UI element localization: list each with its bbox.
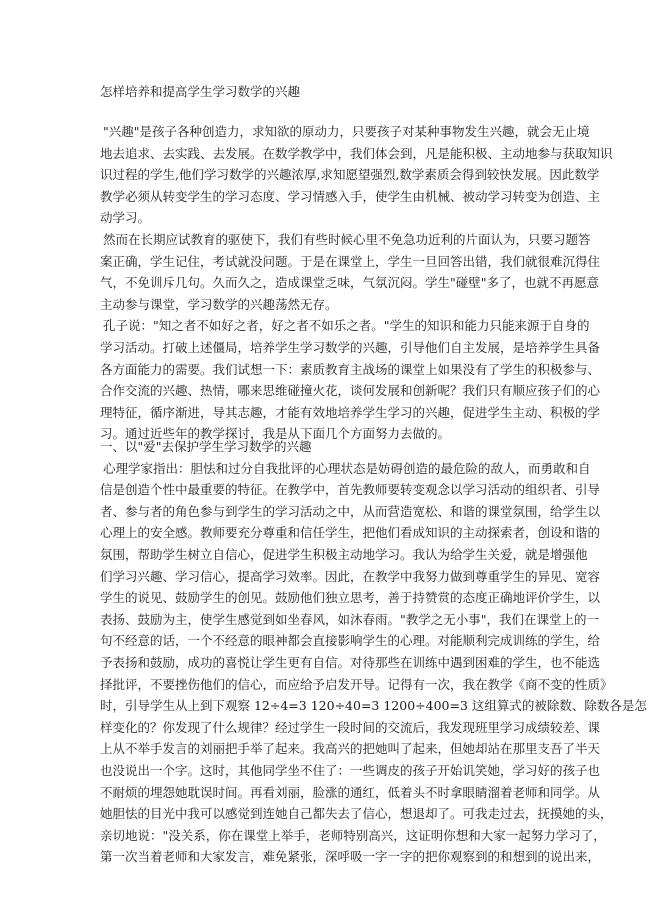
section-paragraph-line: 择批评，不要挫伤他们的信心，而应给予启发开导。记得有一次，我在教学《商不变的性质》 bbox=[100, 676, 613, 692]
section-paragraph-line: 第一次当着老师和大家发言，难免紧张，深呼吸一字一字的把你观察到的和想到的说出来， bbox=[100, 849, 601, 865]
section-one-text-block bbox=[100, 436, 647, 868]
document-title: 怎样培养和提高学生学习数学的兴趣 bbox=[100, 84, 301, 99]
intro-paragraph-line: 各方面能力的需要。我们试想一下：素质教育主战场的课堂上如果没有了学生的积极参与、 bbox=[100, 361, 601, 377]
intro-paragraph-line: 理特征，循序渐进，导其志趣，才能有效地培养学生学习的兴趣，促进学生主动、积极的学 bbox=[100, 404, 601, 420]
section-paragraph-line: 心理上的安全感。教师要充分尊重和信任学生，把他们看成知识的主动探索者，创设和谐的 bbox=[100, 525, 601, 541]
section-paragraph-line: 亲切地说："没关系，你在课堂上举手，老师特别高兴，这证明你想和大家一起努力学习了， bbox=[100, 827, 606, 843]
section-paragraph-line: 表扬、鼓励为主，使学生感觉到如坐春风，如沐春雨。"教学之无小事"，我们在课堂上的一 bbox=[100, 611, 600, 627]
intro-paragraph-line: 孔子说："知之者不如好之者，好之者不如乐之者。"学生的知识和能力只能来源于自身的 bbox=[103, 318, 590, 334]
intro-paragraph-line: 地去追求、去实践、去发展。在数学教学中，我们体会到，凡是能积极、主动地参与获取知识 bbox=[100, 145, 613, 161]
section-paragraph-line: 们学习兴趣、学习信心，提高学习效率。因此，在教学中我努力做到尊重学生的异见、宽容 bbox=[100, 568, 601, 584]
section-paragraph-line: 心理学家指出：胆怯和过分自我批评的心理状态是妨碍创造的最危险的敌人，而勇敢和自 bbox=[103, 460, 591, 476]
intro-paragraph-line: "兴趣"是孩子各种创造力，求知欲的原动力，只要孩子对某种事物发生兴趣，就会无止境 bbox=[103, 124, 590, 139]
intro-paragraph-line: 教学必须从转变学生的学习态度、学习情感入手，使学生由机械、被动学习转变为创造、主 bbox=[100, 188, 601, 204]
section-paragraph-line: 信是创造个性中最重要的特征。在教学中，首先教师要转变观念以学习活动的组织者、引导 bbox=[100, 482, 601, 498]
intro-paragraph-line: 识过程的学生,他们学习数学的兴趣浓厚,求知愿望强烈,数学素质会得到较快发展。因此数学 bbox=[100, 167, 600, 183]
intro-text-block bbox=[100, 121, 613, 445]
intro-paragraph-line: 动学习。 bbox=[100, 210, 151, 226]
intro-paragraph-line: 然而在长期应试教育的驱使下，我们有些时候心里不免急功近利的片面认为，只要习题答 bbox=[103, 231, 591, 247]
section-paragraph-line: 者、参与者的角色参与到学生的学习活动之中，从而营造宽松、和谐的课堂氛围，给学生以 bbox=[100, 503, 601, 519]
section-paragraph-line: 予表扬和鼓励，成功的喜悦让学生更有自信。对待那些在训练中遇到困难的学生，也不能选 bbox=[100, 654, 601, 670]
section-paragraph-line: 氛围，帮助学生树立自信心，促进学生积极主动地学习。我认为给学生关爱，就是增强他 bbox=[100, 546, 588, 562]
section-paragraph-line: 她胆怯的目光中我可以感觉到连她自己都失去了信心，想退却了。可我走过去，抚摸她的头， bbox=[100, 806, 613, 822]
section-paragraph-line: 也没说出一个字。这时，其他同学坐不住了：一些调皮的孩子开始讥笑她，学习好的孩子也 bbox=[100, 762, 601, 778]
section-paragraph-line: 上从不举手发言的刘丽把手举了起来。我高兴的把她叫了起来，但她却站在那里支吾了半天 bbox=[100, 741, 601, 757]
intro-paragraph-line: 主动参与课堂，学习数学的兴趣荡然无存。 bbox=[100, 296, 338, 312]
section-paragraph-line: 句不经意的话，一个不经意的眼神都会直接影响学生的心理。对能顺利完成训练的学生，给 bbox=[100, 633, 601, 649]
intro-paragraph-line: 案正确，学生记住，考试就没问题。于是在课堂上，学生一旦回答出错，我们就很难沉得住 bbox=[100, 253, 601, 269]
section-paragraph-line: 一、以"爱"去保护学生学习数学的兴趣 bbox=[100, 439, 312, 454]
intro-paragraph-line: 合作交流的兴趣、热情，哪来思维碰撞火花，谈何发展和创新呢？我们只有顺应孩子们的心 bbox=[100, 383, 601, 399]
section-paragraph-line: 时，引导学生从上到下观察 12÷4=3 120÷40=3 1200÷400=3 这组算式的被除数、除数各是怎 bbox=[100, 698, 647, 714]
intro-paragraph-line: 习。通过近些年的教学探讨，我是从下面几个方面努力去做的。 bbox=[100, 426, 451, 442]
intro-paragraph-line: 气，不免训斥几句。久而久之，造成课堂乏味，气氛沉闷。学生"碰壁"多了，也就不再愿意 bbox=[100, 275, 600, 291]
section-paragraph-line: 样变化的？你发现了什么规律？经过学生一段时间的交流后，我发现班里学习成绩较差、课 bbox=[100, 719, 601, 735]
intro-paragraph-line: 学习活动。打破上述僵局，培养学生学习数学的兴趣，引导他们自主发展，是培养学生具备 bbox=[100, 339, 601, 355]
section-paragraph-line: 不耐烦的埋怨她耽误时间。再看刘丽，脸涨的通红，低着头不时拿眼睛溜着老师和同学。从 bbox=[100, 784, 601, 800]
section-paragraph-line: 学生的说见、鼓励学生的创见。鼓励他们独立思考，善于持赞赏的态度正确地评价学生，以 bbox=[100, 590, 601, 606]
